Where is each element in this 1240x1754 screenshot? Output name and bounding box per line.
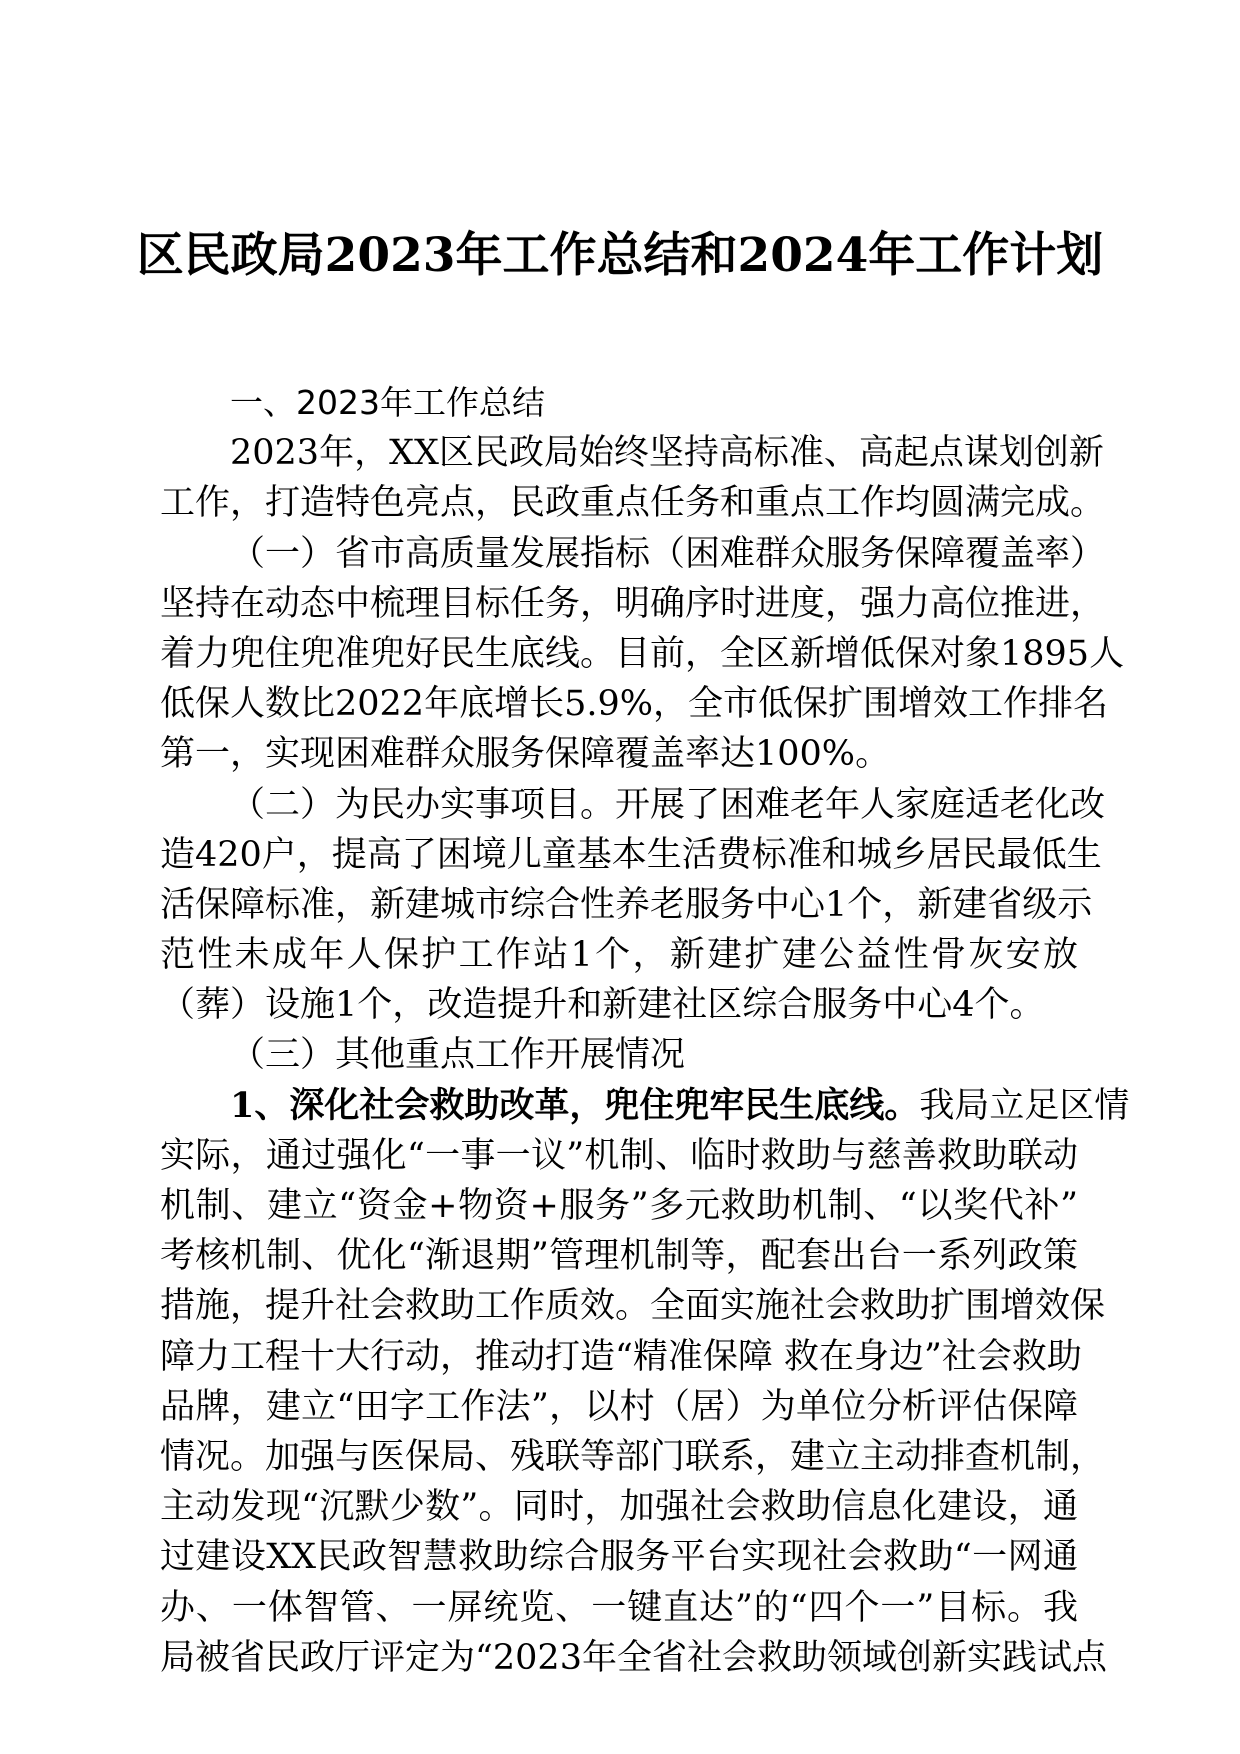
paragraph-line: （二）为民办实事项目。开展了困难老年人家庭适老化改	[230, 784, 1106, 825]
paragraph-line: 着力兜住兜准兜好民生底线。目前，全区新增低保对象1895人	[160, 633, 1125, 674]
paragraph-line: 考核机制、优化“渐退期”管理机制等，配套出台一系列政策	[160, 1236, 1078, 1277]
point-one-lead-text: 我局立足区情	[919, 1085, 1130, 1126]
paragraph-line-with-bold-lead	[160, 1081, 1130, 1131]
point-one-heading: 1、深化社会救助改革，兜住兜牢民生底线。	[230, 1084, 920, 1126]
paragraph-line: 坚持在动态中梳理目标任务，明确序时进度，强力高位推进，	[160, 583, 1106, 624]
paragraph-line: 造420户，提高了困境儿童基本生活费标准和城乡居民最低生	[160, 834, 1102, 875]
document-title: 区民政局2023年工作总结和2024年工作计划	[136, 228, 1104, 283]
paragraph-line: 局被省民政厅评定为“2023年全省社会救助领域创新实践试点	[160, 1637, 1107, 1678]
subsection-heading-other-work: （三）其他重点工作开展情况	[230, 1035, 686, 1076]
paragraph-line: 低保人数比2022年底增长5.9%，全市低保扩围增效工作排名	[160, 684, 1108, 725]
paragraph-line: 主动发现“沉默少数”。同时，加强社会救助信息化建设，通	[160, 1487, 1078, 1528]
paragraph-line: 办、一体智管、一屏统览、一键直达”的“四个一”目标。我	[160, 1587, 1078, 1628]
document-body	[160, 378, 1130, 1683]
paragraph-line: 活保障标准，新建城市综合性养老服务中心1个，新建省级示	[160, 884, 1093, 925]
paragraph-line: 障力工程十大行动，推动打造“精准保障 救在身边”社会救助	[160, 1336, 1082, 1377]
paragraph-line: 情况。加强与医保局、残联等部门联系，建立主动排查机制，	[160, 1436, 1106, 1477]
paragraph-line: 实际，通过强化“一事一议”机制、临时救助与慈善救助联动	[160, 1135, 1078, 1176]
paragraph-line: 过建设XX民政智慧救助综合服务平台实现社会救助“一网通	[160, 1537, 1078, 1578]
paragraph-line: 措施，提升社会救助工作质效。全面实施社会救助扩围增效保	[160, 1286, 1106, 1327]
paragraph-line: 工作，打造特色亮点，民政重点任务和重点工作均圆满完成。	[160, 483, 1106, 524]
section-heading-work-summary: 一、2023年工作总结	[230, 383, 545, 422]
paragraph-line: 品牌，建立“田字工作法”，以村（居）为单位分析评估保障	[160, 1386, 1078, 1427]
paragraph-line: 第一，实现困难群众服务保障覆盖率达100%。	[160, 734, 891, 775]
paragraph-line: （葬）设施1个，改造提升和新建社区综合服务中心4个。	[160, 985, 1045, 1026]
paragraph-line: 机制、建立“资金+物资+服务”多元救助机制、“以奖代补”	[160, 1186, 1078, 1226]
paragraph-line: 2023年，XX区民政局始终坚持高标准、高起点谋划创新	[230, 433, 1104, 474]
paragraph-line: （一）省市高质量发展指标（困难群众服务保障覆盖率）	[230, 533, 1106, 574]
paragraph-line: 范性未成年人保护工作站1个，新建扩建公益性骨灰安放	[160, 935, 1078, 976]
